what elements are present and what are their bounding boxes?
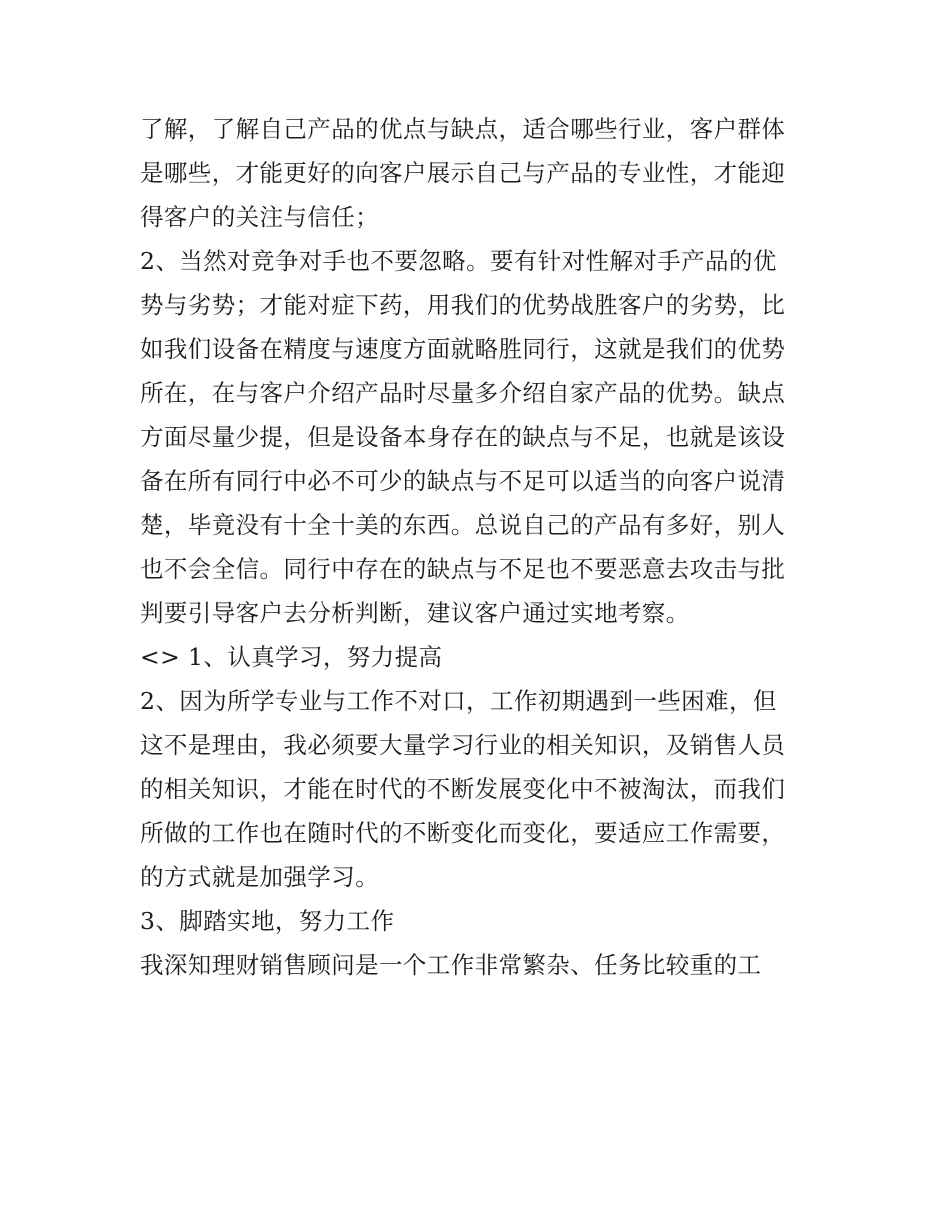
text-line: 判要引导客户去分析判断，建议客户通过实地考察。 <box>140 599 690 627</box>
section-heading: 3、脚踏实地，努力工作 <box>140 907 395 935</box>
text-line: 的相关知识，才能在时代的不断发展变化中不被淘汰，而我们 <box>140 775 786 803</box>
text-line: 势与劣势；才能对症下药，用我们的优势战胜客户的劣势，比 <box>140 291 786 319</box>
text-line: 我深知理财销售顾问是一个工作非常繁杂、任务比较重的工 <box>140 951 762 979</box>
text-line: 所做的工作也在随时代的不断变化而变化，要适应工作需要， <box>140 819 786 847</box>
section-heading: <> 1、认真学习，努力提高 <box>140 643 443 671</box>
text-line: 方面尽量少提，但是设备本身存在的缺点与不足，也就是该设 <box>140 423 786 451</box>
document-body <box>140 107 820 987</box>
text-line: 如我们设备在精度与速度方面就略胜同行，这就是我们的优势 <box>140 335 786 363</box>
text-line: 是哪些，才能更好的向客户展示自己与产品的专业性，才能迎 <box>140 159 786 187</box>
text-line: 2、因为所学专业与工作不对口，工作初期遇到一些困难，但 <box>140 687 777 715</box>
text-line: 也不会全信。同行中存在的缺点与不足也不要恶意去攻击与批 <box>140 555 786 583</box>
text-line: 这不是理由，我必须要大量学习行业的相关知识，及销售人员 <box>140 731 786 759</box>
text-line: 备在所有同行中必不可少的缺点与不足可以适当的向客户说清 <box>140 467 786 495</box>
text-line: 的方式就是加强学习。 <box>140 863 379 891</box>
text-line: 楚，毕竟没有十全十美的东西。总说自己的产品有多好，别人 <box>140 511 786 539</box>
text-line: 得客户的关注与信任； <box>140 203 379 231</box>
text-line: 2、当然对竞争对手也不要忽略。要有针对性解对手产品的优 <box>140 247 777 275</box>
text-line: 所在，在与客户介绍产品时尽量多介绍自家产品的优势。缺点 <box>140 379 786 407</box>
text-line: 了解，了解自己产品的优点与缺点，适合哪些行业，客户群体 <box>140 115 786 143</box>
